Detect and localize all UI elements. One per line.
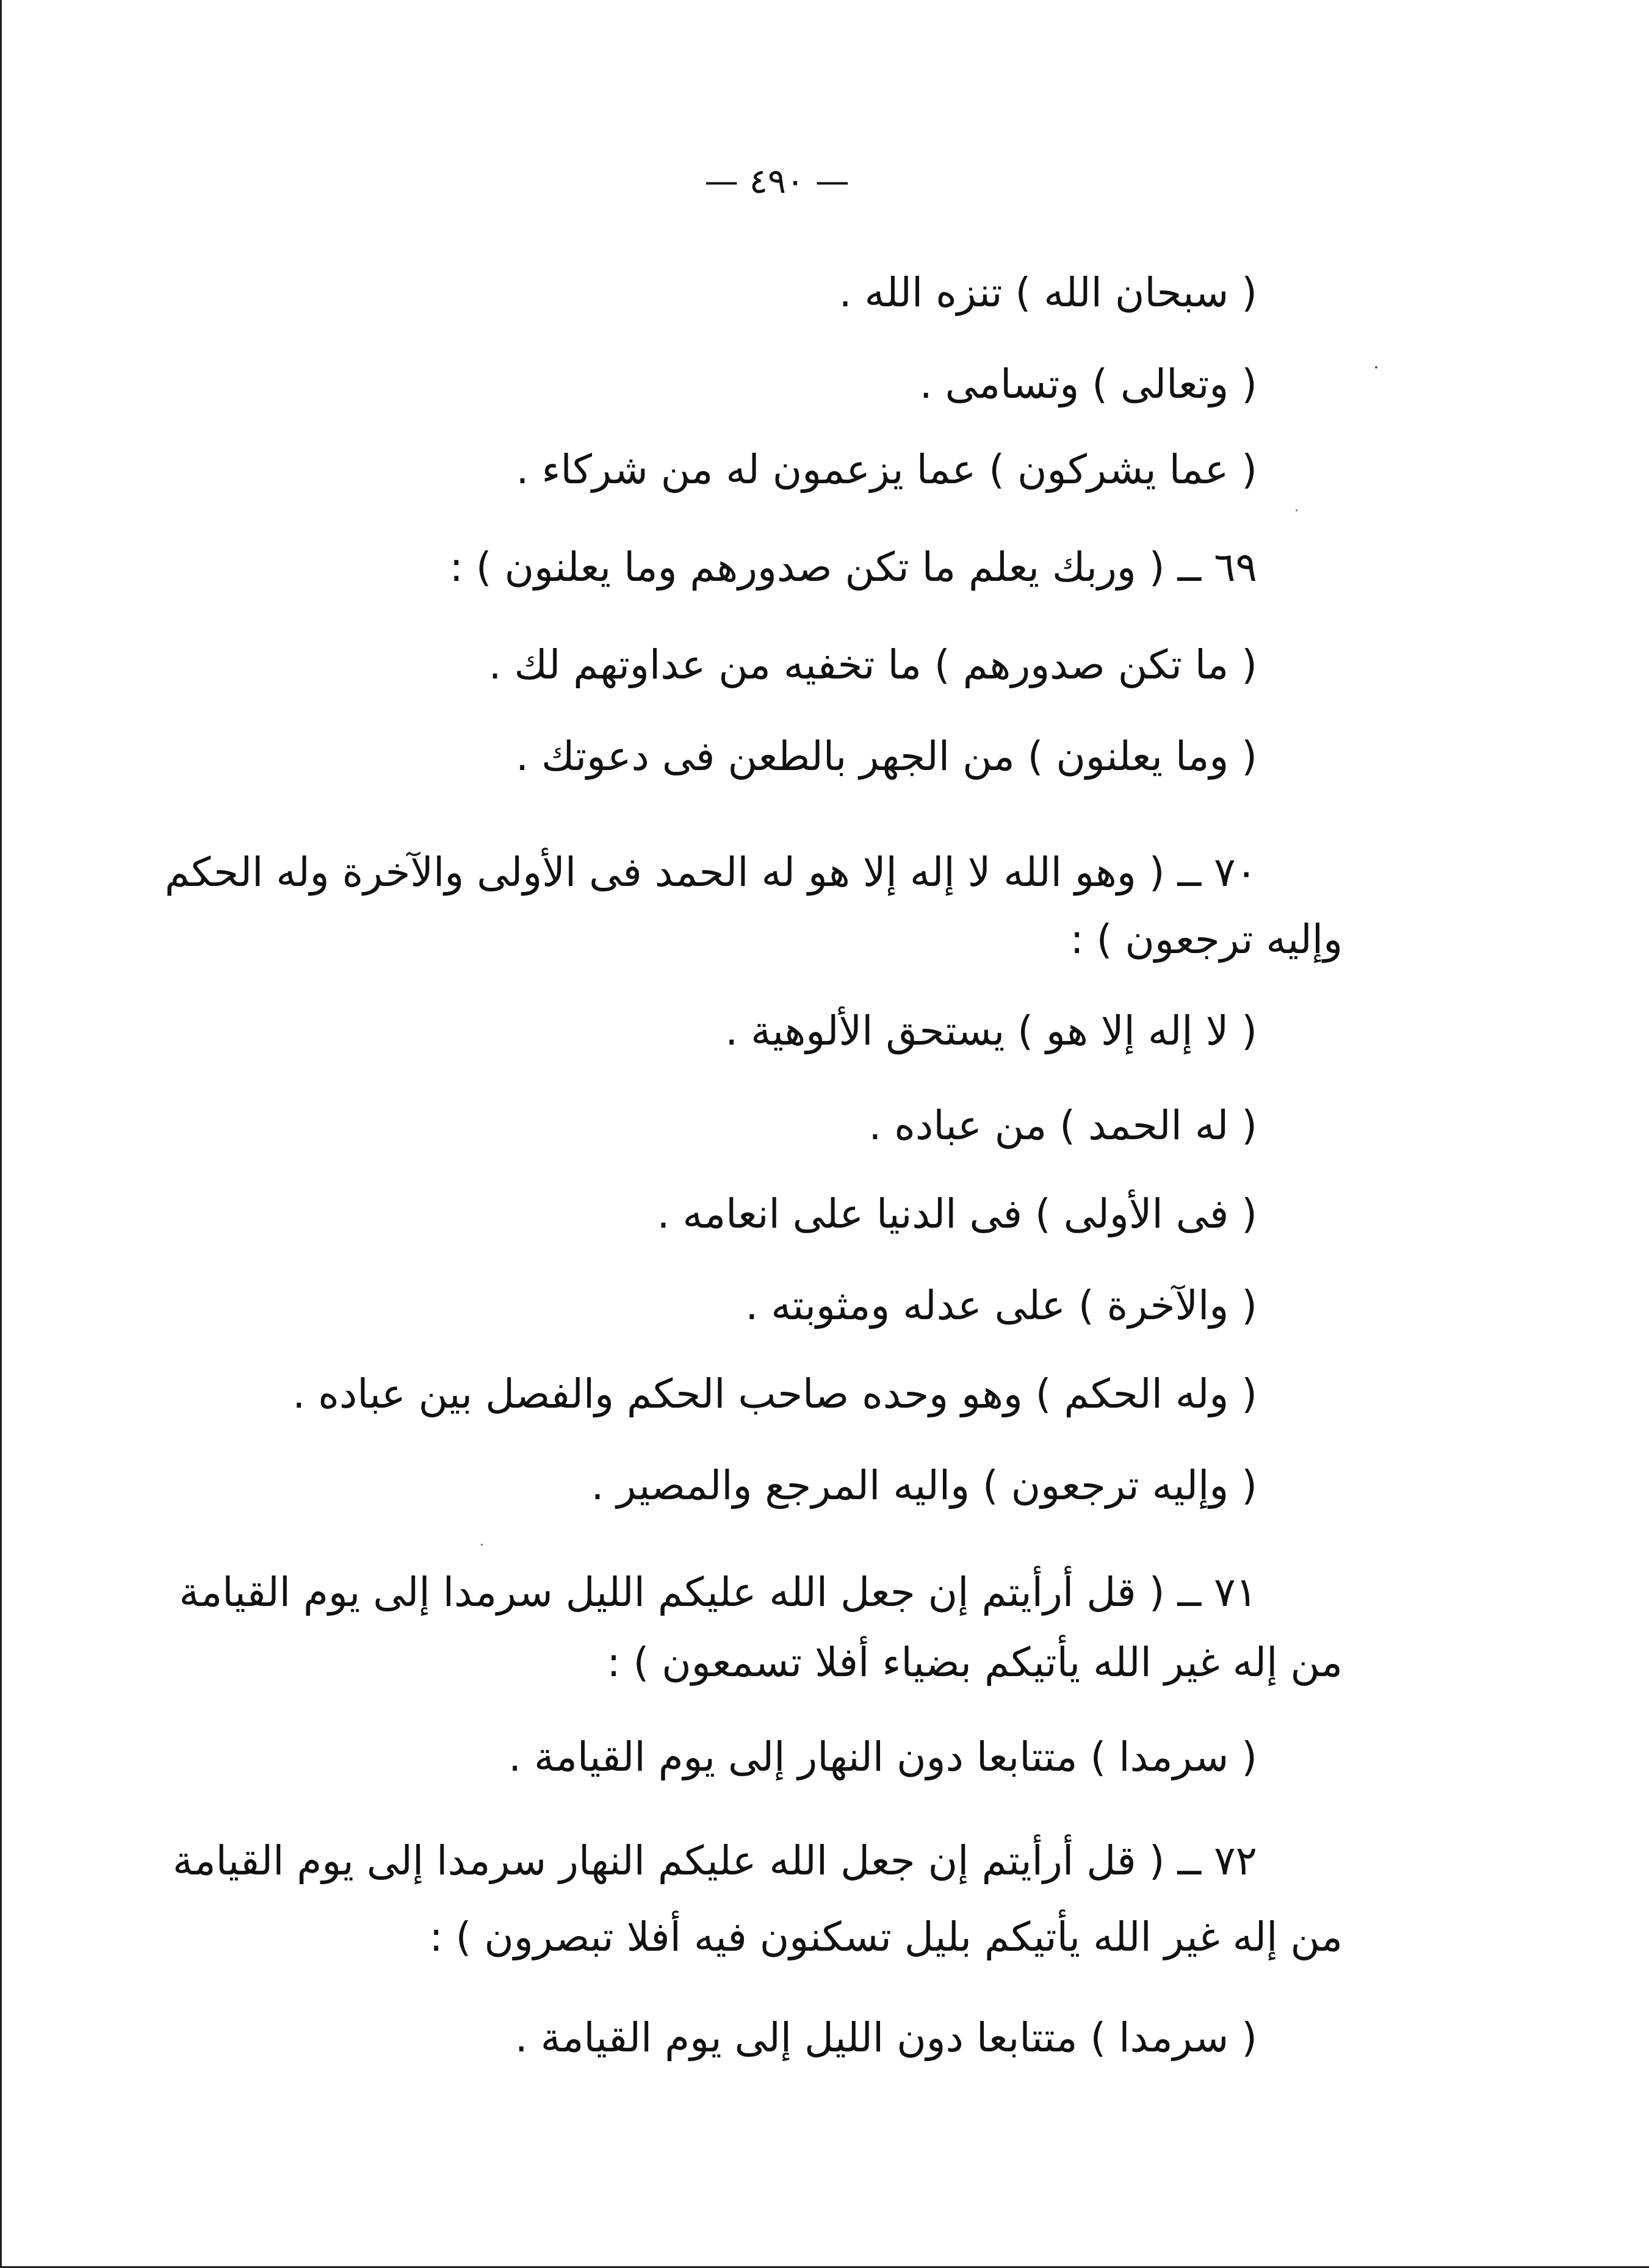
text-line: ( له الحمد ) من عباده .	[868, 1102, 1257, 1149]
verse-continuation: وإليه ترجعون ) :	[1070, 916, 1343, 963]
text-line: ( وله الحكم ) وهو وحده صاحب الحكم والفصل بين عباده .	[292, 1370, 1257, 1417]
verse-line: ٧٢ ــ ( قل أرأيتم إن جعل الله عليكم النهار سرمدا إلى يوم القيامة	[172, 1837, 1257, 1884]
verse-line: ٧٠ ــ ( وهو الله لا إله إلا هو له الحمد فى الأولى والآخرة وله الحكم	[164, 849, 1257, 896]
verse-line: ٧١ ــ ( قل أرأيتم إن جعل الله عليكم الليل سرمدا إلى يوم القيامة	[179, 1569, 1257, 1616]
verse-continuation: من إله غير الله يأتيكم بليل تسكنون فيه أفلا تبصرون ) :	[429, 1913, 1343, 1960]
text-line: ( وما يعلنون ) من الجهر بالطعن فى دعوتك .	[516, 733, 1257, 780]
text-line: ( لا إله إلا هو ) يستحق الألوهية .	[725, 1007, 1257, 1054]
text-line: ( والآخرة ) على عدله ومثوبته .	[745, 1282, 1257, 1329]
text-line: ( سبحان الله ) تنزه الله .	[839, 269, 1257, 316]
page-number: — ٤٩٠ —	[704, 162, 850, 201]
text-line: ( سرمدا ) متتابعا دون النهار إلى يوم القيامة .	[508, 1733, 1257, 1780]
text-line: ( فى الأولى ) فى الدنيا على انعامه .	[657, 1190, 1257, 1237]
text-line: ( ما تكن صدورهم ) ما تخفيه من عداوتهم لك .	[488, 641, 1257, 688]
scan-speck	[1296, 509, 1297, 511]
text-line: ( وتعالى ) وتسامى .	[919, 361, 1257, 408]
scan-speck	[1375, 366, 1377, 369]
text-line: ( عما يشركون ) عما يزعمون له من شركاء .	[516, 446, 1257, 493]
scan-speck	[481, 1544, 483, 1546]
text-line: ( وإليه ترجعون ) واليه المرجع والمصير .	[591, 1462, 1257, 1509]
verse-continuation: من إله غير الله يأتيكم بضياء أفلا تسمعون ) :	[607, 1639, 1343, 1686]
text-line: ( سرمدا ) متتابعا دون الليل إلى يوم القيامة .	[514, 2014, 1257, 2061]
verse-line: ٦٩ ــ ( وربك يعلم ما تكن صدورهم وما يعلنون ) :	[449, 544, 1257, 591]
